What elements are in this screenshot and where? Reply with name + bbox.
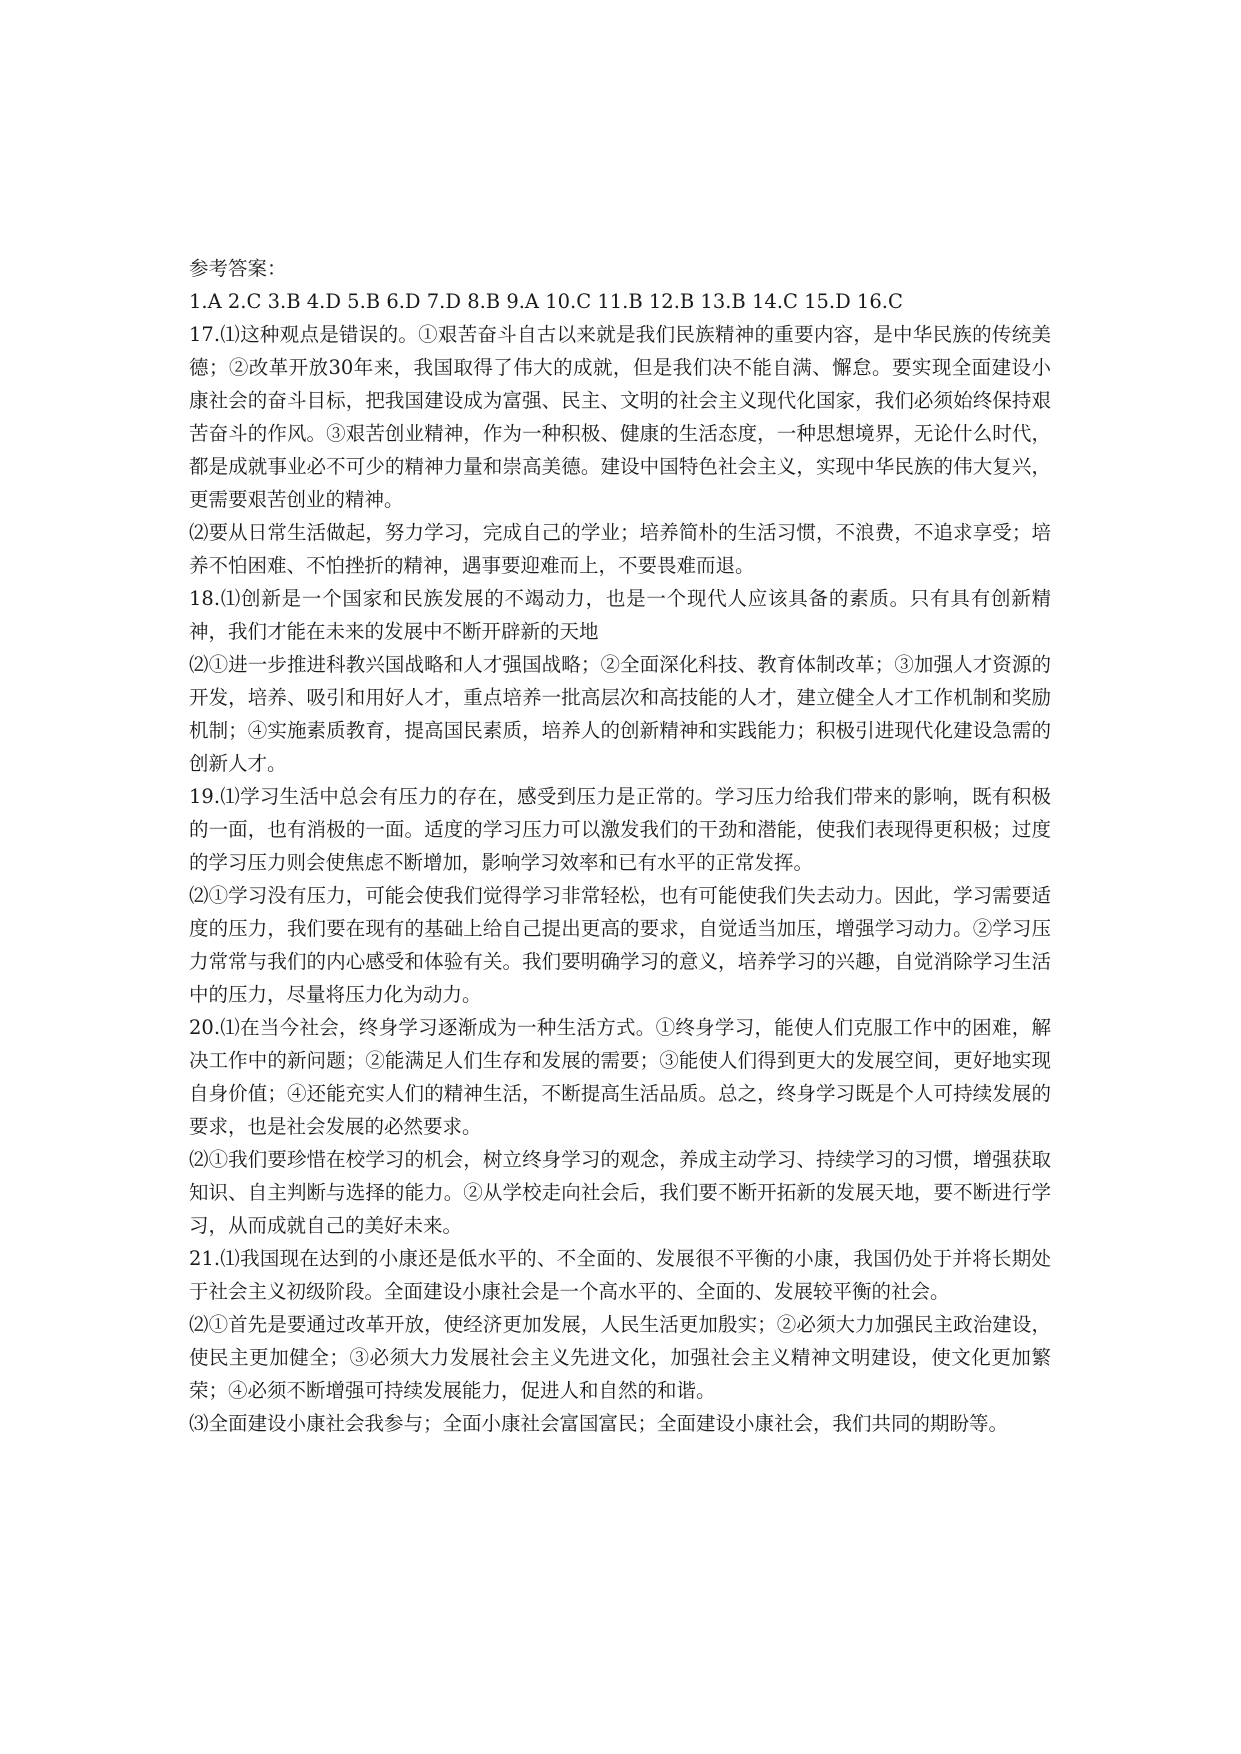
q21-part2: ⑵①首先是要通过改革开放，使经济更加发展，人民生活更加殷实；②必须大力加强民主政治建设，使民主更加健全；③必须大力发展社会主义先进文化，加强社会主义精神文明建设，使文化更加繁荣；④必须不断增强可持续发展能力，促进人和自然的和谐。 — [189, 1313, 1051, 1402]
q21-part3: ⑶全面建设小康社会我参与；全面小康社会富国富民；全面建设小康社会，我们共同的期盼等。 — [189, 1412, 1009, 1435]
q19-part2: ⑵①学习没有压力，可能会使我们觉得学习非常轻松，也有可能使我们失去动力。因此，学习需要适度的压力，我们要在现有的基础上给自己提出更高的要求，自觉适当加压，增强学习动力。②学习压力常常与我们的内心感受和体验有关。我们要明确学习的意义，培养学习的兴趣，自觉消除学习生活中的压力，尽量将压力化为动力。 — [189, 884, 1051, 1006]
q17-part2: ⑵要从日常生活做起，努力学习，完成自己的学业；培养简朴的生活习惯，不浪费，不追求享受；培养不怕困难、不怕挫折的精神，遇事要迎难而上，不要畏难而退。 — [189, 521, 1051, 577]
q17-part1: 17.⑴这种观点是错误的。①艰苦奋斗自古以来就是我们民族精神的重要内容，是中华民族的传统美德；②改革开放30年来，我国取得了伟大的成就，但是我们决不能自满、懈怠。要实现全面建设小康社会的奋斗目标，把我国建设成为富强、民主、文明的社会主义现代化国家，我们必须始终保持艰苦奋斗的作风。③艰苦创业精神，作为一种积极、健康的生活态度，一种思想境界，无论什么时代，都是成就事业必不可少的精神力量和崇高美德。建设中国特色社会主义，实现中华民族的伟大复兴，更需要艰苦创业的精神。 — [189, 323, 1051, 511]
q21-part1: 21.⑴我国现在达到的小康还是低水平的、不全面的、发展很不平衡的小康，我国仍处于并将长期处于社会主义初级阶段。全面建设小康社会是一个高水平的、全面的、发展较平衡的社会。 — [189, 1247, 1051, 1303]
answer-key-heading: 参考答案： — [189, 257, 287, 280]
q18-part2: ⑵①进一步推进科教兴国战略和人才强国战略；②全面深化科技、教育体制改革；③加强人才资源的开发，培养、吸引和用好人才，重点培养一批高层次和高技能的人才，建立健全人才工作机制和奖励机制；④实施素质教育，提高国民素质，培养人的创新精神和实践能力；积极引进现代化建设急需的创新人才。 — [189, 653, 1051, 775]
q19-part1: 19.⑴学习生活中总会有压力的存在，感受到压力是正常的。学习压力给我们带来的影响，既有积极的一面，也有消极的一面。适度的学习压力可以激发我们的干劲和潜能，使我们表现得更积极；过度的学习压力则会使焦虑不断增加，影响学习效率和已有水平的正常发挥。 — [189, 785, 1051, 874]
q18-part1: 18.⑴创新是一个国家和民族发展的不竭动力，也是一个现代人应该具备的素质。只有具有创新精神，我们才能在未来的发展中不断开辟新的天地 — [189, 587, 1051, 643]
q20-part2: ⑵①我们要珍惜在校学习的机会，树立终身学习的观念，养成主动学习、持续学习的习惯，增强获取知识、自主判断与选择的能力。②从学校走向社会后，我们要不断开拓新的发展天地，要不断进行学习，从而成就自己的美好未来。 — [189, 1148, 1051, 1237]
choice-answers: 1.A 2.C 3.B 4.D 5.B 6.D 7.D 8.B 9.A 10.C 11.B 12.B 13.B 14.C 15.D 16.C — [189, 290, 903, 313]
q20-part1: 20.⑴在当今社会，终身学习逐渐成为一种生活方式。①终身学习，能使人们克服工作中的困难，解决工作中的新问题；②能满足人们生存和发展的需要；③能使人们得到更大的发展空间，更好地实现自身价值；④还能充实人们的精神生活，不断提高生活品质。总之，终身学习既是个人可持续发展的要求，也是社会发展的必然要求。 — [189, 1016, 1051, 1138]
answer-key-body — [189, 252, 1051, 1440]
